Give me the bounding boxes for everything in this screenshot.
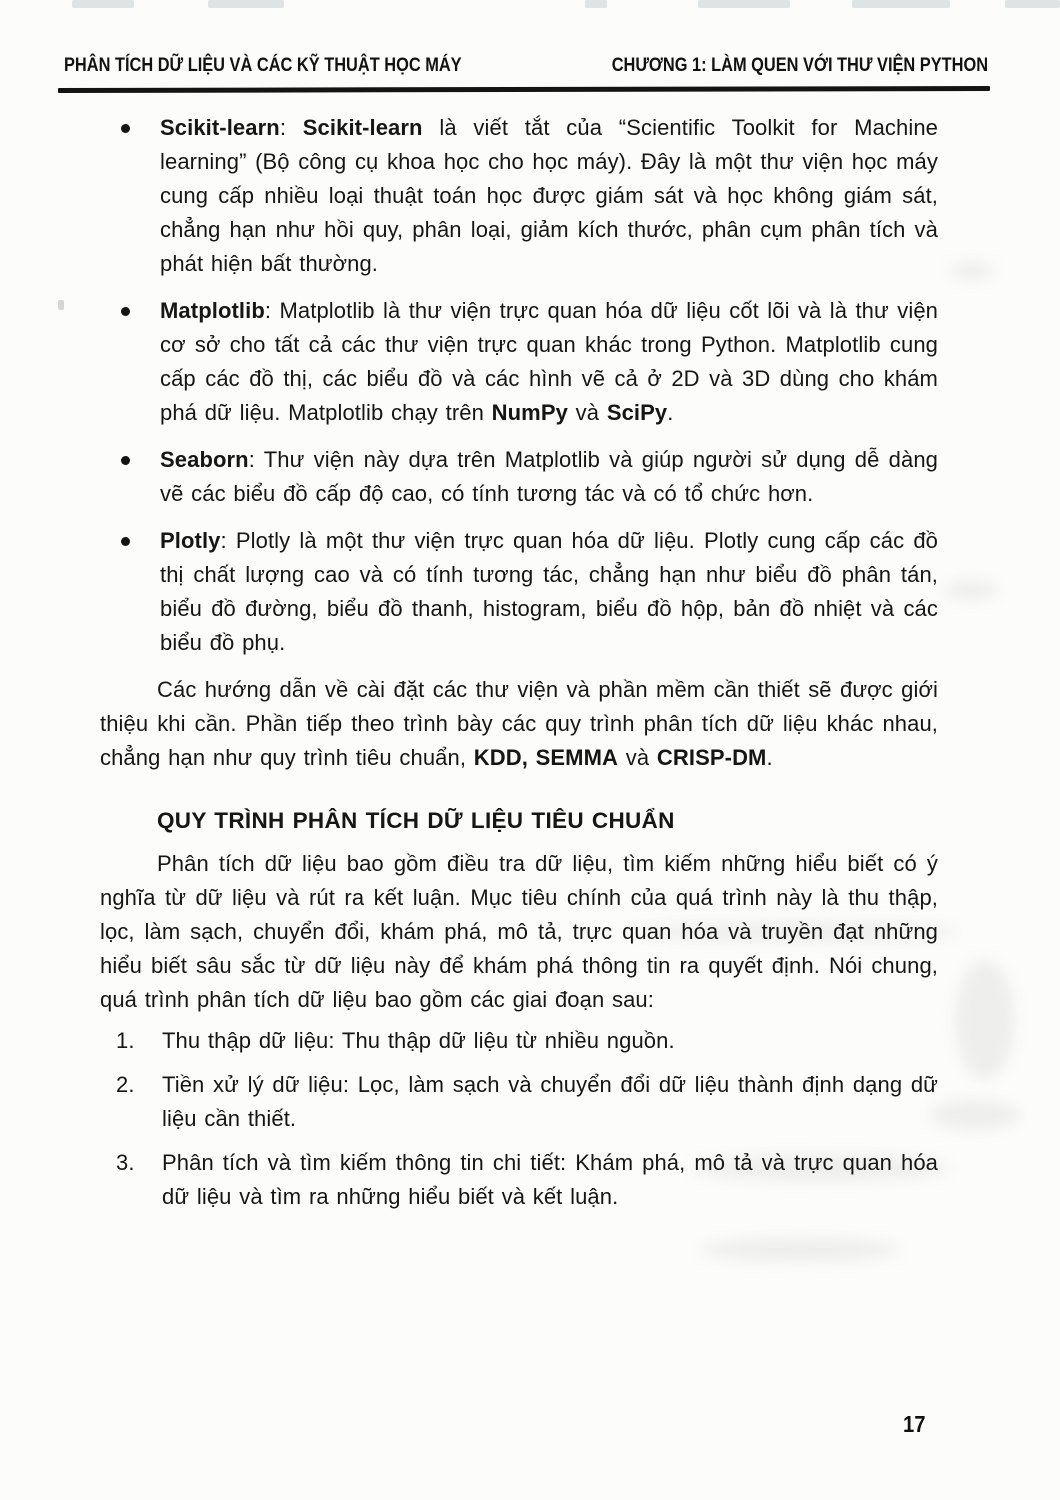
text-segment: : Plotly là một thư viện trực quan hóa dữ liệu. Plotly cung cấp các đồ thị chất lượng cao và có tính tương tác, chẳng hạn như biểu đồ phân tán, biểu đồ đường, biểu đồ thanh, histogram, biểu đồ hộp, bản đồ nhiệt và các biểu đồ phụ. bbox=[160, 528, 938, 655]
text-segment: : bbox=[279, 115, 303, 140]
bullet-text-scikit-learn bbox=[160, 111, 938, 281]
scan-artifact bbox=[72, 0, 134, 8]
text-segment: Các hướng dẫn về cài đặt các thư viện và phần mềm cần thiết sẽ được giới thiệu khi cần. Phần tiếp theo trình bày các quy trình phân tích dữ liệu khác nhau, chẳng hạn như quy trình tiêu chuẩn, bbox=[100, 677, 938, 770]
item-text: Tiền xử lý dữ liệu: Lọc, làm sạch và chuyển đổi dữ liệu thành định dạng dữ liệu cần thiết. bbox=[162, 1072, 938, 1131]
page-number: 17 bbox=[903, 1411, 926, 1437]
running-title-left-wrap bbox=[64, 54, 537, 77]
scan-artifact bbox=[208, 0, 284, 8]
page-content bbox=[100, 111, 938, 1224]
bleed-through-smudge bbox=[950, 262, 994, 280]
text-segment: . bbox=[766, 745, 773, 770]
text-segment: Phân tích dữ liệu bao gồm điều tra dữ liệu, tìm kiếm những hiểu biết có ý nghĩa từ dữ liệu và rút ra kết luận. Mục tiêu chính của quá trình này là thu thập, lọc, làm sạch, chuyển đổi, khám phá, mô tả, trực quan hóa và truyền đạt những hiểu biết sâu sắc từ dữ liệu này để khám phá thông tin ra quyết định. Nói chung, quá trình phân tích dữ liệu bao gồm các giai đoạn sau: bbox=[100, 851, 938, 1012]
item-number: 1. bbox=[116, 1028, 135, 1053]
item-text: Phân tích và tìm kiếm thông tin chi tiết: Khám phá, mô tả và trực quan hóa dữ liệu và tìm ra những hiểu biết và kết luận. bbox=[162, 1150, 938, 1209]
bleed-through-smudge bbox=[945, 580, 997, 600]
bold-text-segment: Matplotlib bbox=[160, 298, 265, 323]
paragraph-install-note bbox=[100, 673, 938, 775]
scan-artifact bbox=[698, 0, 790, 8]
item-number: 2. bbox=[116, 1072, 135, 1097]
scan-artifact bbox=[1005, 0, 1060, 8]
bullet-text-plotly bbox=[160, 524, 938, 660]
bullet-marker-icon bbox=[121, 456, 130, 465]
bold-text-segment: Scikit-learn bbox=[160, 115, 280, 140]
text-segment: : Matplotlib là thư viện trực quan hóa dữ liệu cốt lõi và là thư viện cơ sở cho tất cả các thư viện trực quan khác trong Python. Matplotlib cung cấp các đồ thị, các biểu đồ và các hình vẽ cả ở 2D và 3D dùng cho khám phá dữ liệu. Matplotlib chạy trên bbox=[160, 298, 938, 425]
bullet-text-matplotlib bbox=[160, 294, 938, 430]
bold-text-segment: KDD, SEMMA bbox=[473, 745, 619, 770]
page-header bbox=[64, 54, 988, 77]
running-title-right-wrap bbox=[540, 54, 988, 77]
text-segment: và bbox=[567, 400, 607, 425]
bullet-text-seaborn bbox=[160, 443, 938, 511]
bold-text-segment: Plotly bbox=[160, 528, 221, 553]
item-number: 3. bbox=[116, 1150, 135, 1175]
header-rule bbox=[58, 86, 990, 93]
bleed-through-smudge bbox=[700, 1238, 900, 1262]
bullet-item-scikit-learn bbox=[100, 111, 938, 281]
running-title-left: PHÂN TÍCH DỮ LIỆU VÀ CÁC KỸ THUẬT HỌC MÁY bbox=[64, 54, 462, 76]
text-segment: . bbox=[667, 400, 674, 425]
scan-speck bbox=[58, 300, 64, 310]
text-segment: là viết tắt của “Scientific Toolkit for Machine learning” (Bộ công cụ khoa học cho học máy). Đây là một thư viện học máy cung cấp nhiều loại thuật toán học được giám sát và học không giám sát, chẳng hạn như hồi quy, phân loại, giảm kích thước, phân cụm phân tích và phát hiện bất thường. bbox=[160, 115, 938, 276]
bullet-marker-icon bbox=[121, 537, 130, 546]
paragraph-process-intro bbox=[100, 847, 938, 1017]
bold-text-segment: SciPy bbox=[606, 400, 668, 425]
running-title-right: CHƯƠNG 1: LÀM QUEN VỚI THƯ VIỆN PYTHON bbox=[611, 54, 988, 76]
bullet-item-plotly bbox=[100, 524, 938, 660]
bleed-through-smudge bbox=[955, 960, 1015, 1080]
bold-text-segment: NumPy bbox=[491, 400, 568, 425]
bold-text-segment: Seaborn bbox=[160, 447, 249, 472]
item-text: Thu thập dữ liệu: Thu thập dữ liệu từ nhiều nguồn. bbox=[162, 1028, 675, 1053]
section-heading: QUY TRÌNH PHÂN TÍCH DỮ LIỆU TIÊU CHUẨN bbox=[157, 808, 675, 833]
numbered-item-1 bbox=[100, 1024, 938, 1058]
bold-text-segment: Scikit-learn bbox=[302, 115, 423, 140]
bleed-through-smudge bbox=[930, 1100, 1020, 1130]
numbered-item-2 bbox=[100, 1068, 938, 1136]
text-segment: và bbox=[618, 745, 657, 770]
bullet-marker-icon bbox=[121, 124, 130, 133]
scan-artifact bbox=[585, 0, 607, 8]
bullet-item-seaborn bbox=[100, 443, 938, 511]
scan-artifact bbox=[852, 0, 950, 8]
text-segment: : Thư viện này dựa trên Matplotlib và giúp người sử dụng dễ dàng vẽ các biểu đồ cấp độ cao, có tính tương tác và có tổ chức hơn. bbox=[160, 447, 938, 506]
bold-text-segment: CRISP-DM bbox=[656, 745, 767, 770]
bullet-marker-icon bbox=[121, 307, 130, 316]
bullet-item-matplotlib bbox=[100, 294, 938, 430]
numbered-item-3 bbox=[100, 1146, 938, 1214]
